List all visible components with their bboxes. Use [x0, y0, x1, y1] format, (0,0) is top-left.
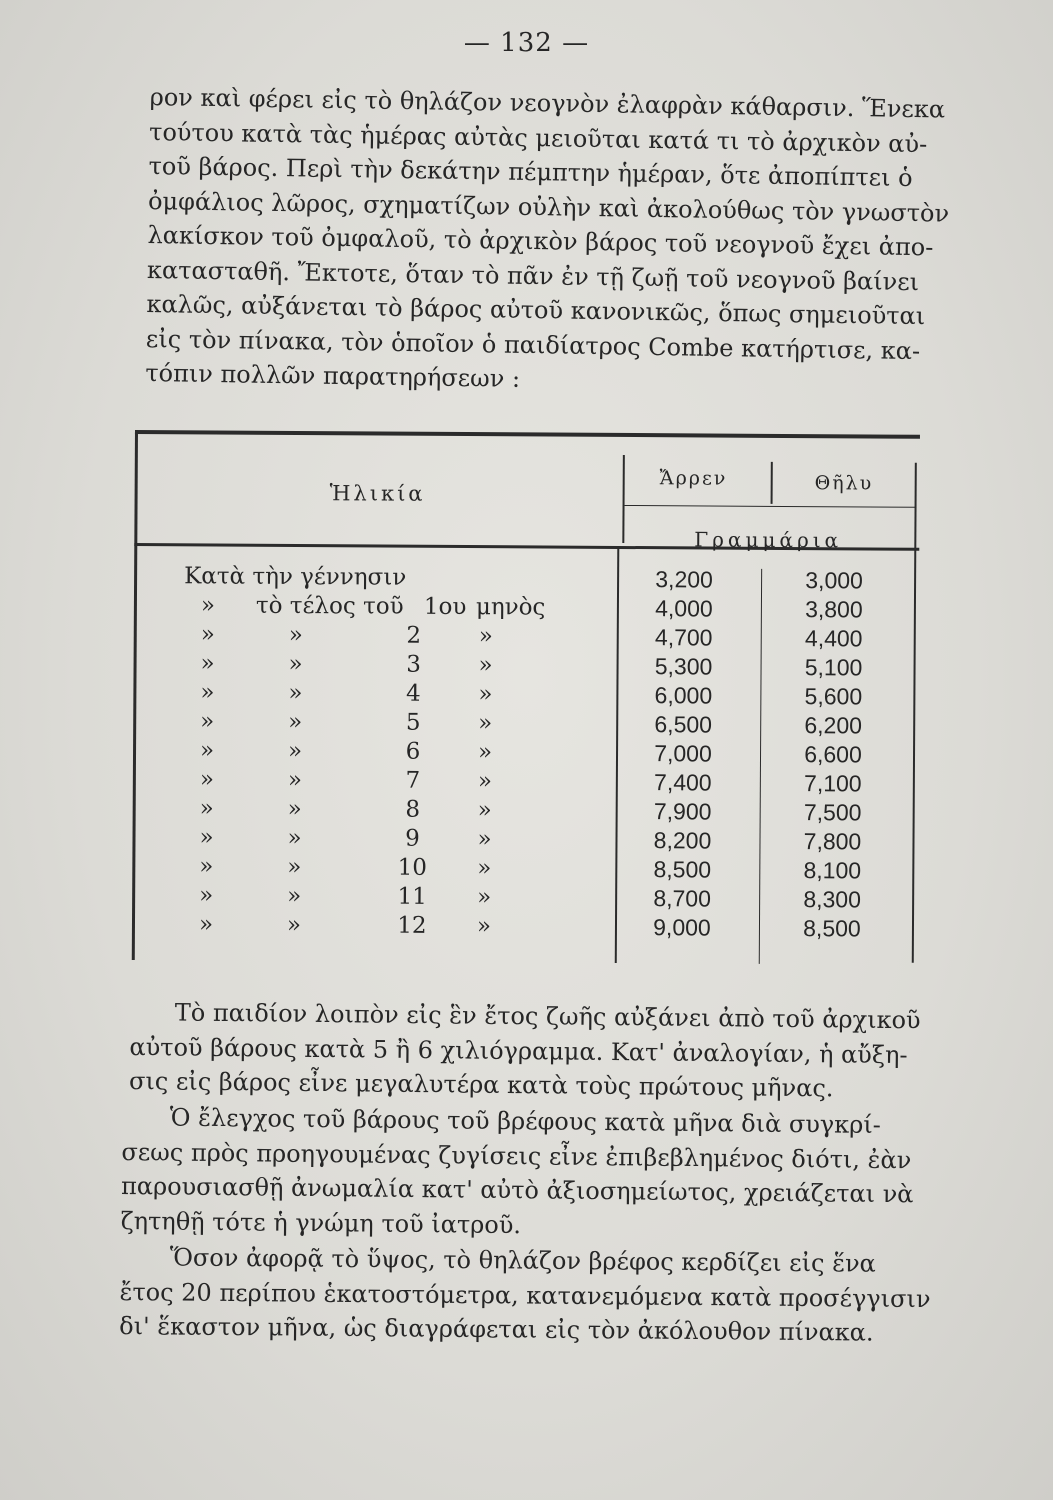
female-weight: 5,100 — [804, 654, 863, 681]
ditto-mark: » — [199, 853, 214, 880]
male-weight: 7,000 — [654, 740, 712, 767]
ditto-mark: » — [286, 911, 302, 939]
ditto-mark: » — [287, 882, 302, 910]
header-mid-rule — [625, 505, 917, 508]
ditto-mark: » — [478, 681, 493, 708]
ditto-mark: » — [477, 855, 492, 882]
ditto-mark: » — [200, 708, 215, 735]
text-line: καλῶς, αὐξάνεται τὸ βάρος αὐτοῦ κανονικῶς, ὅπως σημειοῦται — [146, 289, 926, 331]
month-number: 11 — [397, 883, 427, 910]
weight-gain-paragraph — [128, 995, 921, 1107]
female-weight: 8,300 — [803, 886, 862, 913]
ditto-mark: » — [477, 884, 492, 911]
intro-paragraph — [145, 80, 950, 403]
ditto-mark: » — [478, 623, 493, 650]
table-row — [132, 882, 917, 916]
text-line: παρουσιασθῇ ἀνωμαλία κατ' αὐτὸ ἀξιοσημείωτος, χρειάζεται νὰ — [120, 1171, 914, 1209]
female-weight: 6,600 — [804, 741, 862, 768]
female-weight: 7,100 — [803, 770, 862, 797]
text-line: Ὅσον ἀφορᾷ τὸ ὕψος, τὸ θηλάζον βρέφος κερδίζει εἰς ἕνα — [169, 1243, 876, 1278]
ditto-mark: » — [200, 650, 215, 677]
month-number: 3 — [406, 651, 421, 678]
page-number: — 132 — — [463, 28, 590, 58]
male-weight: 6,500 — [654, 711, 713, 738]
header-split-rule — [622, 455, 625, 543]
ditto-mark: » — [200, 679, 215, 706]
ditto-mark: » — [478, 710, 493, 737]
ditto-mark: » — [288, 650, 303, 678]
text-line: σεως πρὸς προηγουμένας ζυγίσεις εἶνε ἐπιβεβλημένος διότι, ἐὰν — [121, 1137, 912, 1174]
ditto-mark: » — [287, 737, 303, 765]
age-label: τὸ τέλος τοῦ — [255, 592, 404, 620]
text-line: κατασταθῆ. Ἔκτοτε, ὅταν τὸ πᾶν ἐν τῇ ζωῇ τοῦ νεογνοῦ βαίνει — [146, 255, 920, 296]
weight-check-paragraph — [120, 1100, 914, 1246]
male-column-header: Ἄρρεν — [659, 467, 728, 490]
ditto-mark: » — [199, 882, 214, 909]
text-line: ἔτος 20 περίπου ἑκατοστόμετρα, κατανεμόμενα κατὰ προσέγγισιν — [119, 1277, 931, 1313]
table-row — [133, 795, 918, 829]
month-number: 7 — [405, 767, 421, 794]
ditto-mark: » — [199, 824, 214, 851]
text-line: αὐτοῦ βάρους κατὰ 5 ἢ 6 χιλιόγραμμα. Κατ' ἀναλογίαν, ἡ αὔξη- — [129, 1032, 908, 1069]
text-line: λακίσκον τοῦ ὀμφαλοῦ, τὸ ἀρχικὸν βάρος τοῦ νεογνοῦ ἔχει ἀπο- — [147, 220, 934, 262]
month-number: 4 — [405, 680, 421, 707]
female-weight: 6,200 — [804, 712, 863, 739]
month-number: 1ου — [423, 593, 467, 621]
female-column-header: Θῆλυ — [814, 472, 874, 495]
male-weight: 5,300 — [654, 653, 713, 680]
male-weight: 7,400 — [653, 769, 712, 796]
female-weight: 7,800 — [803, 828, 862, 855]
text-line: ζητηθῇ τότε ἡ γνώμη τοῦ ἰατροῦ. — [120, 1206, 522, 1239]
ditto-mark: » — [200, 621, 215, 648]
text-line: Τὸ παιδίον λοιπὸν εἰς ἓν ἔτος ζωῆς αὐξάνει ἀπὸ τοῦ ἀρχικοῦ — [174, 998, 921, 1035]
ditto-mark: » — [477, 739, 493, 766]
ditto-mark: » — [288, 621, 303, 649]
month-number: 12 — [397, 912, 427, 939]
month-number: 5 — [405, 709, 421, 736]
ditto-mark: » — [476, 913, 492, 940]
ditto-mark: » — [288, 708, 303, 736]
text-line: Ὁ ἔλεγχος τοῦ βάρους τοῦ βρέφους κατὰ μῆνα διὰ συγκρί- — [169, 1103, 882, 1139]
ditto-mark: » — [287, 824, 302, 852]
table-row — [132, 824, 917, 858]
male-weight: 9,000 — [653, 914, 711, 941]
male-weight: 7,900 — [653, 798, 712, 825]
male-weight: 6,000 — [654, 682, 713, 709]
month-number: 9 — [405, 825, 420, 852]
table-row — [132, 853, 917, 887]
unit-header: Γραμμάρια — [694, 527, 843, 553]
male-weight: 8,500 — [653, 856, 712, 883]
ditto-mark: » — [199, 737, 215, 764]
ditto-mark: » — [477, 826, 492, 853]
height-paragraph — [119, 1240, 931, 1350]
male-weight: 3,200 — [655, 566, 713, 593]
ditto-mark: » — [477, 797, 492, 824]
female-weight: 7,500 — [803, 799, 862, 826]
female-weight: 8,500 — [803, 915, 861, 942]
header-male-female-rule — [771, 462, 773, 504]
text-line: εἰς τὸν πίνακα, τὸν ὁποῖον ὁ παιδίατρος Combe κατήρτισε, κα- — [145, 324, 921, 365]
ditto-mark: » — [287, 853, 302, 881]
female-weight: 4,400 — [804, 625, 863, 652]
text-line: ρον καὶ φέρει εἰς τὸ θηλάζον νεογνὸν ἐλαφρὰν κάθαρσιν. Ἕνεκα — [149, 82, 946, 124]
ditto-mark: » — [288, 679, 303, 707]
female-weight: 5,600 — [804, 683, 863, 710]
female-weight: 3,800 — [805, 596, 863, 623]
text-line: τόπιν πολλῶν παρατηρήσεων : — [145, 358, 521, 393]
month-number: 8 — [405, 796, 421, 823]
ditto-mark: » — [478, 652, 493, 679]
month-word: μηνὸς — [475, 594, 546, 621]
ditto-mark: » — [200, 592, 216, 619]
ditto-mark: » — [287, 766, 303, 794]
text-line: τούτου κατὰ τὰς ἡμέρας αὐτὰς μειοῦται κατά τι τὸ ἀρχικὸν αὐ- — [148, 117, 928, 158]
table-row — [132, 911, 917, 945]
weight-table — [132, 430, 920, 970]
table-top-rule — [135, 430, 920, 439]
month-number: 6 — [405, 738, 421, 765]
text-line: σις εἰς βάρος εἶνε μεγαλυτέρα κατὰ τοὺς πρώτους μῆνας. — [128, 1066, 834, 1103]
text-line: δι' ἕκαστον μῆνα, ὡς διαγράφεται εἰς τὸν ἀκόλουθον πίνακα. — [119, 1311, 874, 1347]
month-number: 2 — [406, 622, 422, 649]
male-weight: 4,700 — [654, 624, 713, 651]
male-weight: 8,700 — [653, 885, 712, 912]
male-weight: 8,200 — [653, 827, 712, 854]
month-number: 10 — [397, 854, 428, 881]
female-weight: 8,100 — [803, 857, 862, 884]
age-label: Κατὰ τὴν γέννησιν — [184, 563, 407, 591]
ditto-mark: » — [477, 768, 493, 795]
ditto-mark: » — [198, 911, 214, 938]
male-weight: 4,000 — [655, 595, 713, 622]
text-line: ὀμφάλιος λῶρος, σχηματίζων οὐλὴν καὶ ἀκολούθως τὸν γνωστὸν — [147, 186, 950, 228]
ditto-mark: » — [199, 766, 215, 793]
female-weight: 3,000 — [805, 567, 863, 594]
age-column-header: Ἡλικία — [329, 481, 426, 506]
text-line: τοῦ βάρος. Περὶ τὴν δεκάτην πέμπτην ἡμέραν, ὅτε ἀποπίπτει ὁ — [148, 151, 913, 192]
ditto-mark: » — [199, 795, 214, 822]
ditto-mark: » — [287, 795, 302, 823]
